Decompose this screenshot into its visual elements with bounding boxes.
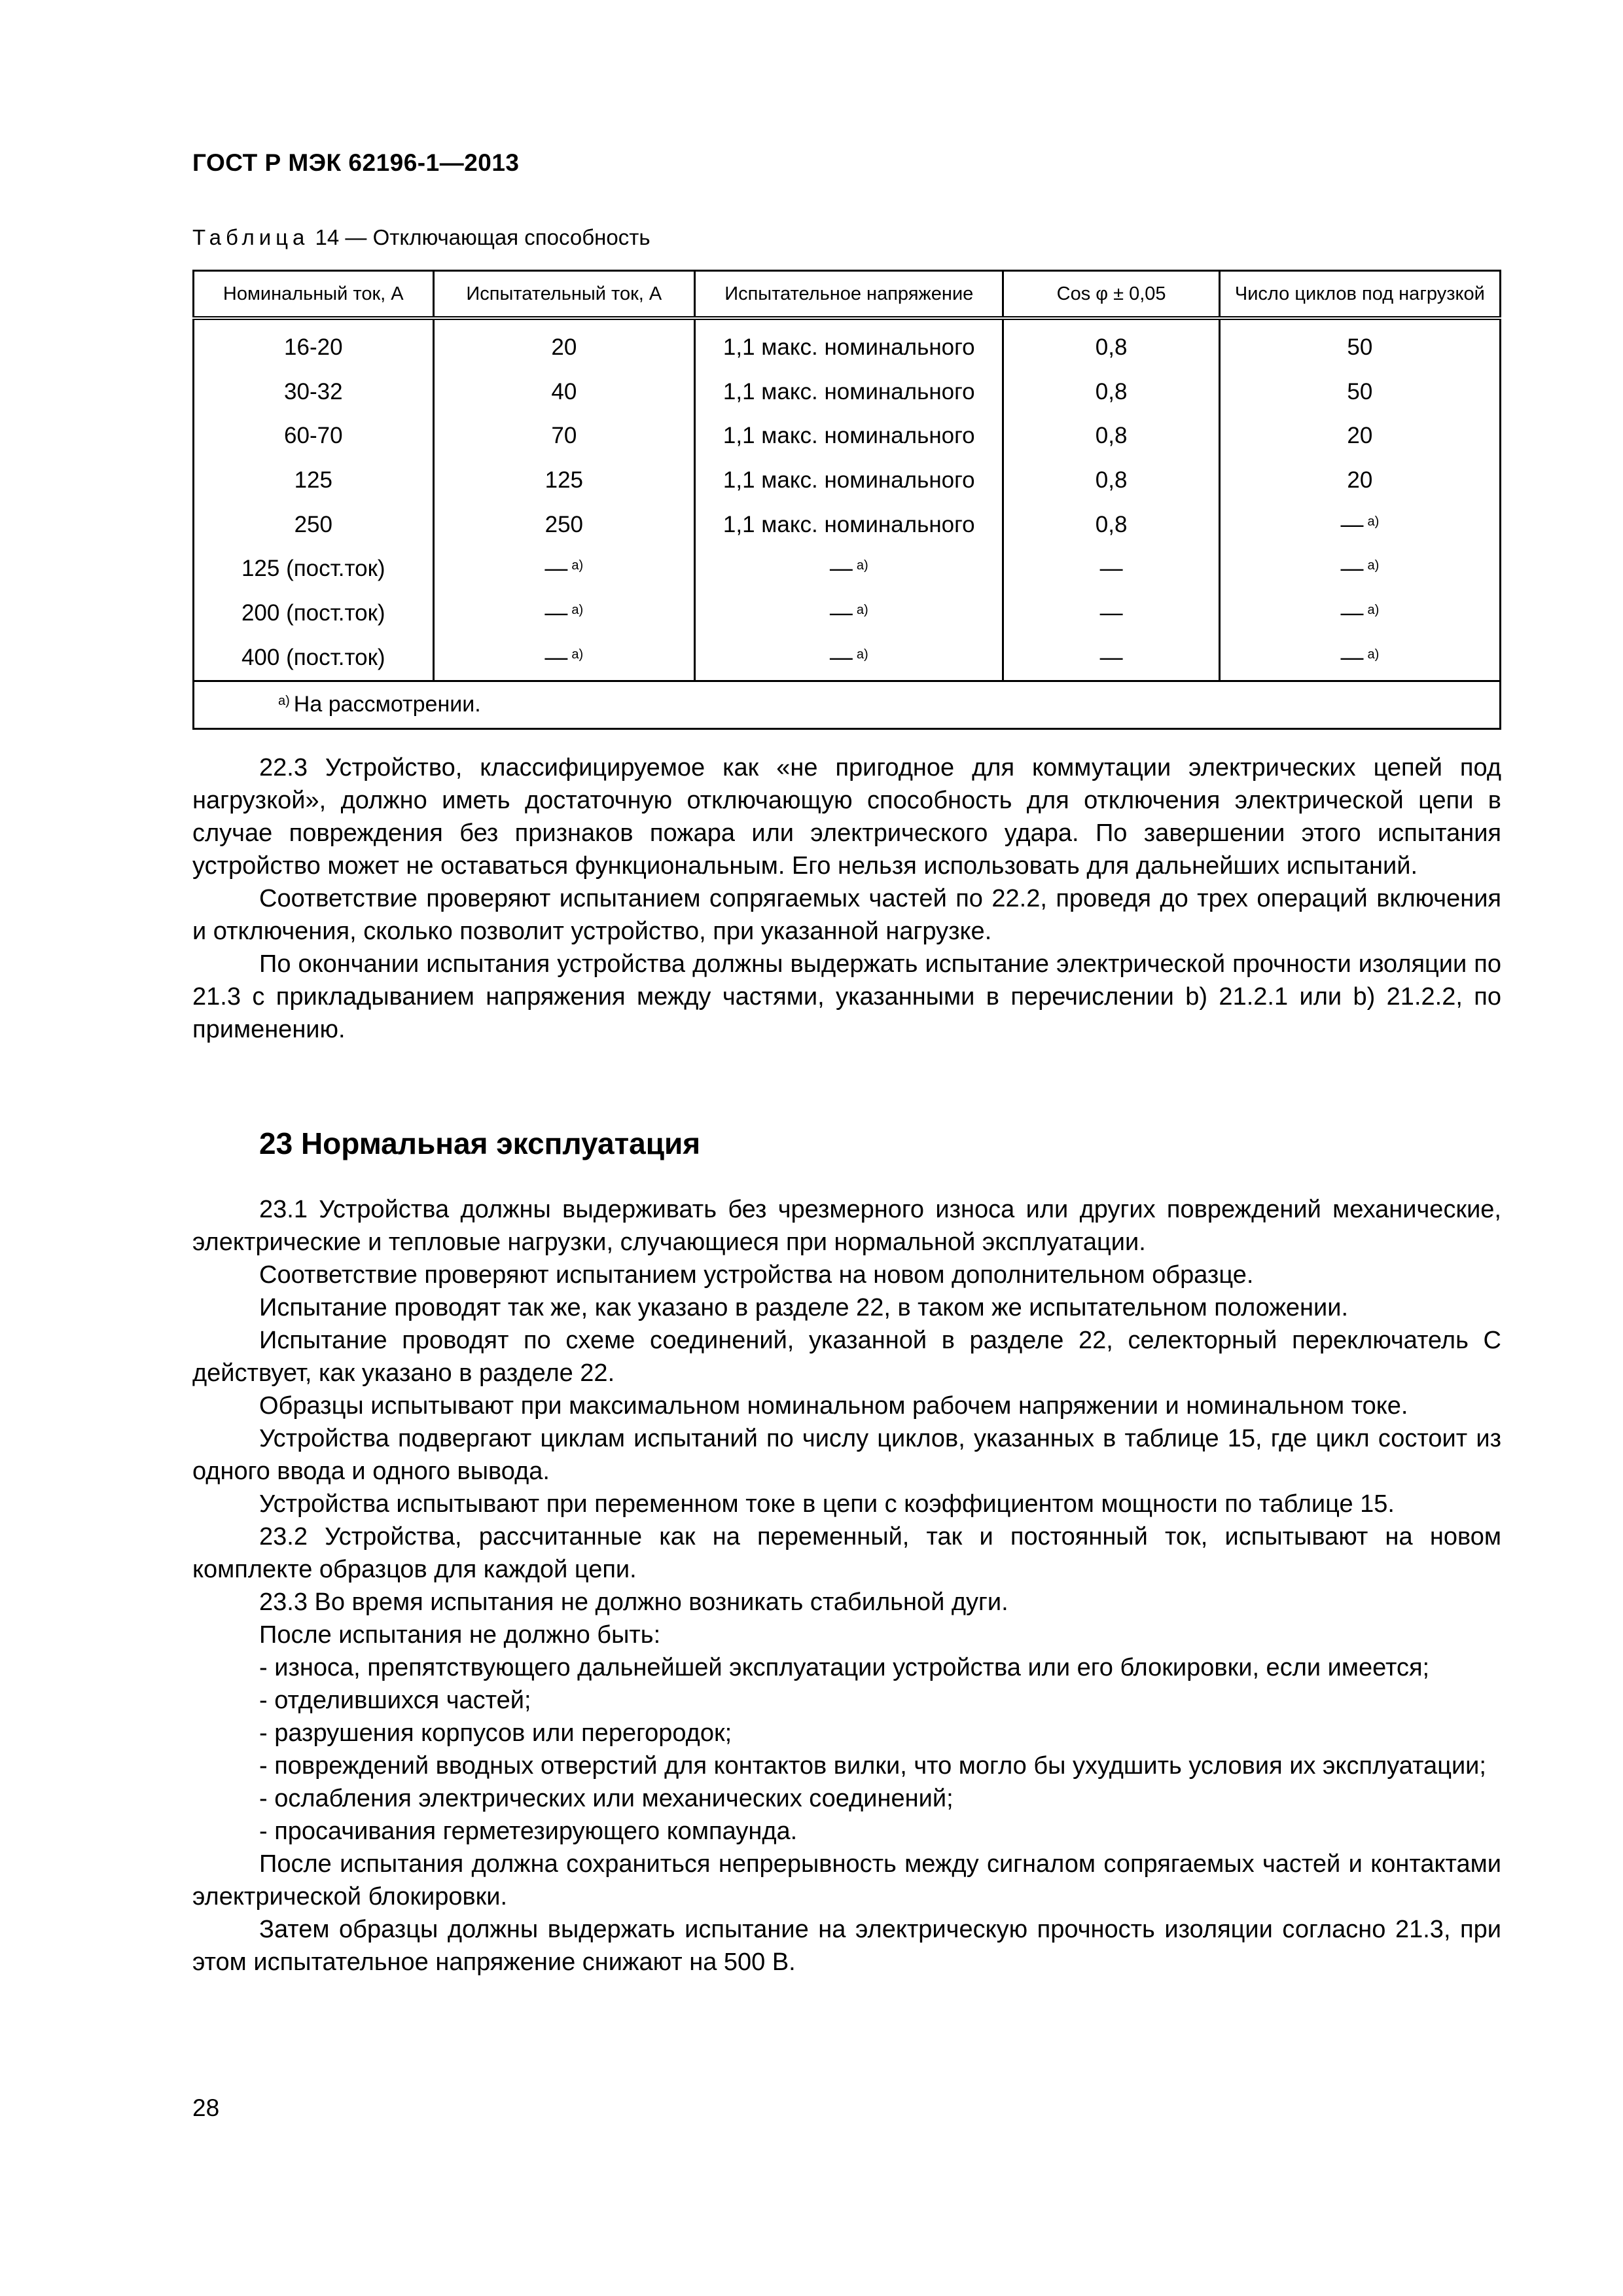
cell-cycles-value: — <box>1340 644 1364 670</box>
table-row <box>194 318 1501 370</box>
cell-test-current <box>433 591 695 636</box>
footnote-ref: а) <box>856 602 868 617</box>
cell-cos-phi: — <box>1003 547 1219 591</box>
clause-22-3 <box>192 751 1501 1046</box>
cell-test-voltage <box>695 547 1003 591</box>
cell-cos-phi: 0,8 <box>1003 503 1219 547</box>
cell-rated-current: 125 <box>194 458 434 503</box>
cell-cos-phi: 0,8 <box>1003 458 1219 503</box>
table-row <box>194 414 1501 458</box>
page-number: 28 <box>192 2094 220 2121</box>
table-footnote <box>194 681 1501 728</box>
cell-cycles <box>1219 547 1500 591</box>
cell-cycles: 50 <box>1219 318 1500 370</box>
cell-test-current <box>433 636 695 681</box>
cell-cycles-value: — <box>1340 511 1364 537</box>
cell-test-current: 125 <box>433 458 695 503</box>
paragraph: Устройства подвергают циклам испытаний по числу циклов, указанных в таблице 15, где цикл состоит из одного ввода и одного вывода. <box>192 1425 1501 1485</box>
column-header-cycles: Число циклов под нагрузкой <box>1219 271 1500 319</box>
cell-test-voltage <box>695 591 1003 636</box>
table-row <box>194 503 1501 547</box>
cell-test-voltage: 1,1 макс. номинального <box>695 370 1003 414</box>
footnote-ref: а) <box>856 558 868 573</box>
breaking-capacity-table <box>192 270 1501 730</box>
paragraph: Испытание проводят по схеме соединений, указанной в разделе 22, селекторный переключатель С действует, как указано в разделе 22. <box>192 1327 1501 1387</box>
footnote-text: На рассмотрении. <box>293 692 481 717</box>
paragraph: Соответствие проверяют испытанием сопрягаемых частей по 22.2, проведя до трех операций включения и отключения, сколько позволит устройство, при указанной нагрузке. <box>192 885 1501 945</box>
table-row <box>194 636 1501 681</box>
cell-cycles <box>1219 591 1500 636</box>
cell-test-voltage: 1,1 макс. номинального <box>695 414 1003 458</box>
column-header-test-current: Испытательный ток, А <box>433 271 695 319</box>
cell-cycles: 20 <box>1219 458 1500 503</box>
cell-test-voltage-value: — <box>829 600 853 626</box>
cell-test-voltage <box>695 636 1003 681</box>
cell-cycles <box>1219 503 1500 547</box>
list-item: - износа, препятствующего дальнейшей эксплуатации устройства или его блокировки, если имеется; <box>259 1654 1430 1681</box>
table-caption-title: 14 — Отключающая способность <box>309 225 651 249</box>
cell-rated-current: 400 (пост.ток) <box>194 636 434 681</box>
paragraph: Затем образцы должны выдержать испытание на электрическую прочность изоляции согласно 21.3, при этом испытательное напряжение снижают на 500 В. <box>192 1916 1501 1976</box>
footnote-mark: а) <box>278 694 290 708</box>
cell-cos-phi: 0,8 <box>1003 414 1219 458</box>
cell-rated-current: 60-70 <box>194 414 434 458</box>
footnote-ref: а) <box>571 558 584 573</box>
paragraph: После испытания должна сохраниться непрерывность между сигналом сопрягаемых частей и контактами электрической блокировки. <box>192 1850 1501 1910</box>
cell-rated-current: 250 <box>194 503 434 547</box>
paragraph: Соответствие проверяют испытанием устройства на новом дополнительном образце. <box>259 1261 1254 1289</box>
table-row <box>194 547 1501 591</box>
cell-test-current: 70 <box>433 414 695 458</box>
column-header-cos-phi: Cos φ ± 0,05 <box>1003 271 1219 319</box>
section-title: 23 Нормальная эксплуатация <box>259 1126 701 1160</box>
paragraph: 23.3 Во время испытания не должно возникать стабильной дуги. <box>259 1588 1008 1616</box>
cell-test-current-value: — <box>544 644 568 670</box>
cell-test-voltage-value: — <box>829 644 853 670</box>
cell-cos-phi: 0,8 <box>1003 318 1219 370</box>
cell-cycles <box>1219 636 1500 681</box>
list-item: - повреждений вводных отверстий для контактов вилки, что могло бы ухудшить условия их эксплуатации; <box>259 1752 1486 1780</box>
paragraph: Испытание проводят так же, как указано в разделе 22, в таком же испытательном положении. <box>259 1294 1349 1321</box>
cell-test-current: 40 <box>433 370 695 414</box>
cell-rated-current: 16-20 <box>194 318 434 370</box>
column-header-rated-current: Номинальный ток, А <box>194 271 434 319</box>
cell-test-current-value: — <box>544 556 568 582</box>
paragraph: 23.2 Устройства, рассчитанные как на переменный, так и постоянный ток, испытывают на новом комплекте образцов для каждой цепи. <box>192 1523 1501 1583</box>
cell-test-voltage: 1,1 макс. номинального <box>695 458 1003 503</box>
cell-test-voltage-value: — <box>829 556 853 582</box>
column-header-test-voltage: Испытательное напряжение <box>695 271 1003 319</box>
list-item: - отделившихся частей; <box>259 1687 531 1714</box>
footnote-ref: а) <box>1367 602 1380 617</box>
paragraph: По окончании испытания устройства должны выдержать испытание электрической прочности изоляции по 21.3 с прикладыванием напряжения между частями, указанными в перечислении b) 21.2.1 или b) 21.2.2, по применению. <box>192 950 1501 1043</box>
table-footnote-row <box>194 681 1501 728</box>
cell-test-voltage: 1,1 макс. номинального <box>695 318 1003 370</box>
cell-cos-phi: — <box>1003 591 1219 636</box>
cell-cos-phi: 0,8 <box>1003 370 1219 414</box>
footnote-ref: а) <box>571 602 584 617</box>
list-item: - разрушения корпусов или перегородок; <box>259 1719 732 1747</box>
cell-rated-current: 200 (пост.ток) <box>194 591 434 636</box>
cell-cycles: 20 <box>1219 414 1500 458</box>
table-caption-word: Таблица <box>192 225 310 249</box>
paragraph: После испытания не должно быть: <box>259 1621 661 1649</box>
document-header: ГОСТ Р МЭК 62196-1—2013 <box>192 149 520 176</box>
table-row <box>194 591 1501 636</box>
paragraph: 23.1 Устройства должны выдерживать без чрезмерного износа или других повреждений механические, электрические и тепловые нагрузки, случающиеся при нормальной эксплуатации. <box>192 1196 1501 1256</box>
cell-test-current <box>433 547 695 591</box>
table-row <box>194 370 1501 414</box>
cell-test-current-value: — <box>544 600 568 626</box>
cell-test-voltage: 1,1 макс. номинального <box>695 503 1003 547</box>
footnote-ref: а) <box>571 647 584 662</box>
footnote-ref: а) <box>1367 647 1380 662</box>
cell-test-current: 250 <box>433 503 695 547</box>
cell-cos-phi: — <box>1003 636 1219 681</box>
footnote-ref: а) <box>1367 514 1380 529</box>
paragraph: Устройства испытывают при переменном токе в цепи с коэффициентом мощности по таблице 15. <box>259 1490 1395 1518</box>
list-item: - просачивания герметезирующего компаунда. <box>259 1818 798 1845</box>
table-header-row <box>194 271 1501 319</box>
footnote-ref: а) <box>856 647 868 662</box>
cell-cycles-value: — <box>1340 556 1364 582</box>
cell-rated-current: 125 (пост.ток) <box>194 547 434 591</box>
table-caption <box>192 225 651 250</box>
table-row <box>194 458 1501 503</box>
paragraph: 22.3 Устройство, классифицируемое как «не пригодное для коммутации электрических цепей под нагрузкой», должно иметь достаточную отключающую способность для отключения электрической цепи в случае повреждения без признаков пожара или электрического удара. По завершении этого испытания устройство может не оставаться функциональным. Его нельзя использовать для дальнейших испытаний. <box>192 754 1501 880</box>
cell-cycles-value: — <box>1340 600 1364 626</box>
paragraph: Образцы испытывают при максимальном номинальном рабочем напряжении и номинальном токе. <box>259 1392 1408 1420</box>
cell-test-current: 20 <box>433 318 695 370</box>
footnote-ref: а) <box>1367 558 1380 573</box>
cell-cycles: 50 <box>1219 370 1500 414</box>
cell-rated-current: 30-32 <box>194 370 434 414</box>
list-item: - ослабления электрических или механических соединений; <box>259 1785 954 1812</box>
section-23-body <box>192 1193 1501 1979</box>
